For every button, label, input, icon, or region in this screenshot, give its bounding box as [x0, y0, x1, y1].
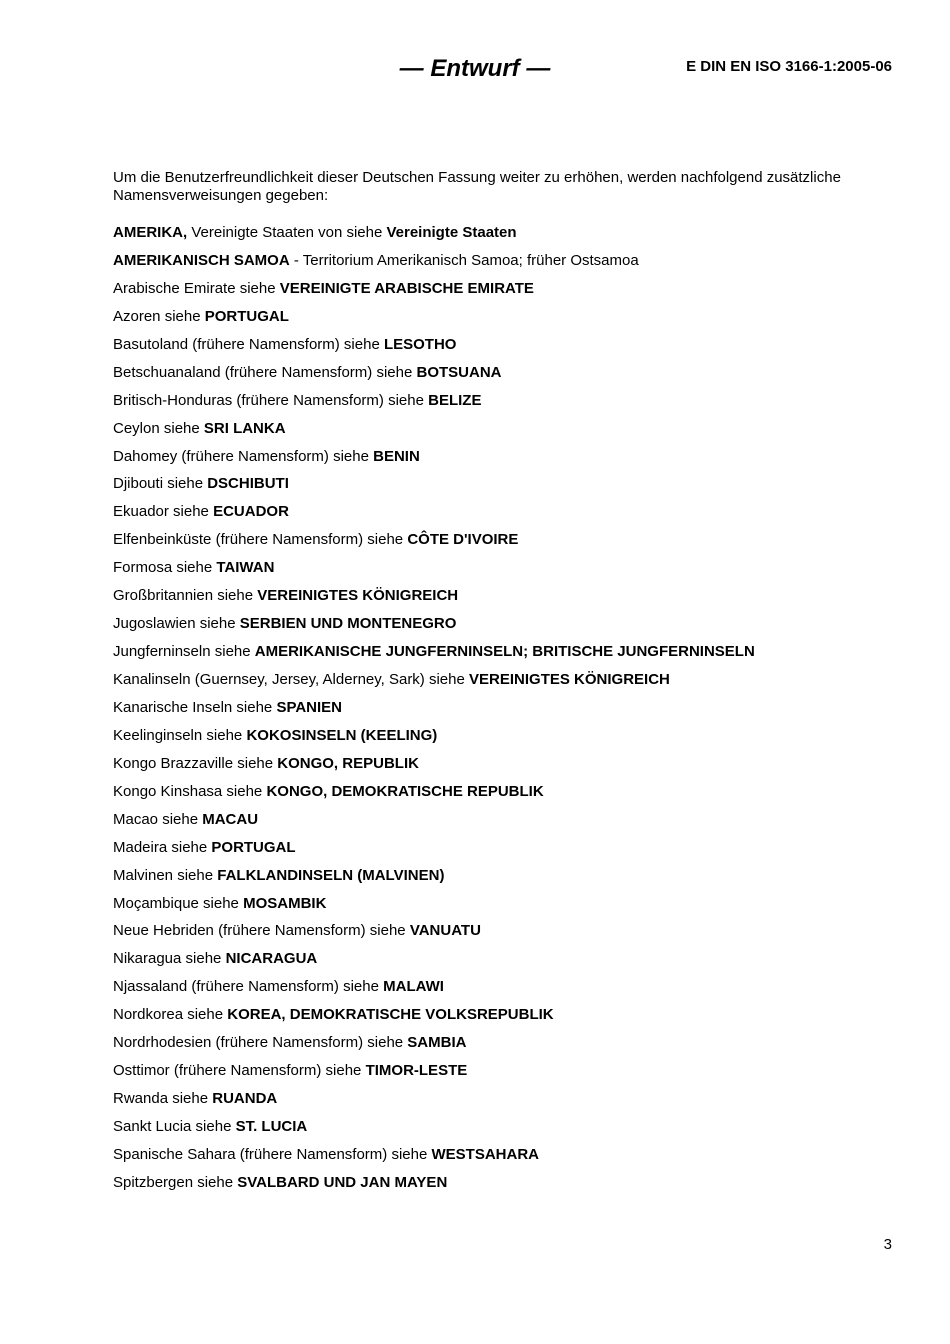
- entry-target-bold: TAIWAN: [216, 559, 275, 577]
- entry-text: Kanalinseln (Guernsey, Jersey, Alderney, Sark) siehe: [113, 671, 470, 688]
- list-item: [113, 671, 903, 699]
- entry-target-bold: SRI LANKA: [203, 419, 286, 437]
- entry-text: Dahomey (frühere Namensform) siehe: [113, 447, 374, 465]
- entry-target-bold: KOKOSINSELN (KEELING): [246, 726, 438, 744]
- list-item: [113, 755, 903, 783]
- entry-text: Spanische Sahara (frühere Namensform) siehe: [113, 1145, 432, 1163]
- entry-text: Elfenbeinküste (frühere Namensform) siehe: [113, 531, 408, 549]
- entry-target-bold: RUANDA: [212, 1090, 278, 1108]
- entry-text: Nordrhodesien (frühere Namensform) siehe: [113, 1034, 408, 1052]
- entry-target-bold: KONGO, DEMOKRATISCHE REPUBLIK: [266, 782, 544, 800]
- list-item: [113, 224, 903, 252]
- entry-target-bold: MOSAMBIK: [243, 894, 327, 912]
- document-id: E DIN EN ISO 3166-1:2005-06: [686, 58, 892, 75]
- entry-text: Macao siehe: [113, 810, 203, 828]
- entry-target-bold: VEREINIGTES KÖNIGREICH: [257, 587, 459, 605]
- list-item: [113, 420, 903, 448]
- entry-target-bold: MACAU: [202, 810, 259, 828]
- entry-target-bold: KONGO, REPUBLIK: [277, 754, 419, 772]
- list-item: [113, 783, 903, 811]
- list-item: [113, 392, 903, 420]
- list-item: [113, 1146, 903, 1174]
- entry-text: Basutoland (frühere Namensform) siehe: [113, 335, 384, 353]
- entry-target-bold: PORTUGAL: [204, 307, 289, 325]
- entry-target-bold: Vereinigte Staaten: [386, 224, 517, 241]
- entry-text: Keelinginseln siehe: [113, 726, 247, 744]
- list-item: [113, 950, 903, 978]
- page-number: 3: [883, 1236, 892, 1253]
- list-item: [113, 503, 903, 531]
- entry-target-bold: SPANIEN: [276, 698, 343, 716]
- entry-target-bold: VEREINIGTE ARABISCHE EMIRATE: [279, 279, 534, 297]
- entry-target-bold: BELIZE: [428, 391, 482, 409]
- entry-target-bold: CÔTE D'IVOIRE: [407, 531, 519, 549]
- entry-target-bold: TIMOR-LESTE: [365, 1062, 468, 1080]
- list-item: [113, 364, 903, 392]
- entry-text: Formosa siehe: [113, 559, 217, 577]
- entry-text: - Territorium Amerikanisch Samoa; früher Ostsamoa: [289, 251, 639, 269]
- entry-target-bold: SAMBIA: [407, 1034, 467, 1052]
- header-title: — Entwurf —: [399, 55, 551, 82]
- entry-target-bold: SVALBARD UND JAN MAYEN: [237, 1173, 448, 1191]
- list-item: [113, 839, 903, 867]
- entry-text: Osttimor (frühere Namensform) siehe: [113, 1062, 366, 1080]
- entry-text: Spitzbergen siehe: [113, 1173, 238, 1191]
- entry-text: Großbritannien siehe: [113, 587, 258, 605]
- list-item: [113, 1062, 903, 1090]
- entry-lead-bold: AMERIKANISCH SAMOA: [113, 251, 290, 269]
- entry-text: Jungferninseln siehe: [113, 643, 255, 661]
- list-item: [113, 1090, 903, 1118]
- entry-target-bold: VEREINIGTES KÖNIGREICH: [469, 671, 670, 688]
- entry-text: Djibouti siehe: [113, 475, 208, 493]
- entry-target-bold: VANUATU: [409, 922, 481, 940]
- entry-target-bold: SERBIEN UND MONTENEGRO: [239, 615, 457, 633]
- list-item: [113, 475, 903, 503]
- entry-target-bold: BOTSUANA: [416, 363, 502, 381]
- entry-target-bold: ST. LUCIA: [235, 1118, 308, 1135]
- list-item: [113, 978, 903, 1006]
- entry-target-bold: WESTSAHARA: [431, 1145, 539, 1163]
- entry-target-bold: MALAWI: [383, 978, 444, 996]
- list-item: [113, 559, 903, 587]
- list-item: [113, 727, 903, 755]
- entry-text: Azoren siehe: [113, 307, 205, 325]
- entry-text: Nikaragua siehe: [113, 950, 226, 968]
- list-item: [113, 448, 903, 476]
- entry-text: Kongo Kinshasa siehe: [113, 782, 267, 800]
- list-item: [113, 811, 903, 839]
- list-item: [113, 252, 903, 280]
- entry-text: Kongo Brazzaville siehe: [113, 754, 278, 772]
- list-item: [113, 1118, 903, 1146]
- list-item: [113, 280, 903, 308]
- entry-target-bold: ECUADOR: [213, 503, 289, 521]
- name-reference-list: [113, 224, 903, 1202]
- entry-text: Britisch-Honduras (frühere Namensform) siehe: [113, 391, 429, 409]
- entry-target-bold: PORTUGAL: [211, 838, 296, 856]
- entry-text: Neue Hebriden (frühere Namensform) siehe: [113, 922, 410, 940]
- entry-text: Nordkorea siehe: [113, 1006, 228, 1024]
- list-item: [113, 922, 903, 950]
- entry-target-bold: NICARAGUA: [225, 950, 318, 968]
- list-item: [113, 643, 903, 671]
- entry-text: Betschuanaland (frühere Namensform) siehe: [113, 363, 417, 381]
- list-item: [113, 1006, 903, 1034]
- entry-text: Ceylon siehe: [113, 419, 204, 437]
- entry-target-bold: FALKLANDINSELN (MALVINEN): [217, 866, 445, 884]
- list-item: [113, 895, 903, 923]
- entry-text: Moçambique siehe: [113, 894, 244, 912]
- list-item: [113, 587, 903, 615]
- entry-text: Sankt Lucia siehe: [113, 1118, 236, 1135]
- entry-text: Kanarische Inseln siehe: [113, 698, 277, 716]
- list-item: [113, 615, 903, 643]
- entry-target-bold: BENIN: [373, 447, 420, 465]
- entry-target-bold: AMERIKANISCHE JUNGFERNINSELN; BRITISCHE JUNGFERNINSELN: [254, 643, 755, 661]
- entry-target-bold: LESOTHO: [383, 335, 457, 353]
- entry-target-bold: KOREA, DEMOKRATISCHE VOLKSREPUBLIK: [227, 1006, 554, 1024]
- list-item: [113, 699, 903, 727]
- entry-text: Madeira siehe: [113, 838, 212, 856]
- entry-text: Ekuador siehe: [113, 503, 214, 521]
- entry-lead-bold: AMERIKA,: [113, 224, 188, 241]
- list-item: [113, 867, 903, 895]
- list-item: [113, 336, 903, 364]
- entry-text: Arabische Emirate siehe: [113, 279, 280, 297]
- entry-text: Jugoslawien siehe: [113, 615, 240, 633]
- entry-target-bold: DSCHIBUTI: [207, 475, 289, 493]
- list-item: [113, 1174, 903, 1202]
- entry-text: Rwanda siehe: [113, 1090, 213, 1108]
- entry-text: Vereinigte Staaten von siehe: [187, 224, 387, 241]
- list-item: [113, 1034, 903, 1062]
- list-item: [113, 531, 903, 559]
- entry-text: Njassaland (frühere Namensform) siehe: [113, 978, 384, 996]
- entry-text: Malvinen siehe: [113, 866, 218, 884]
- intro-paragraph: Um die Benutzerfreundlichkeit dieser Deutschen Fassung weiter zu erhöhen, werden nachfolgend zusätzliche Namensverweisungen gegeben:: [113, 169, 841, 204]
- list-item: [113, 308, 903, 336]
